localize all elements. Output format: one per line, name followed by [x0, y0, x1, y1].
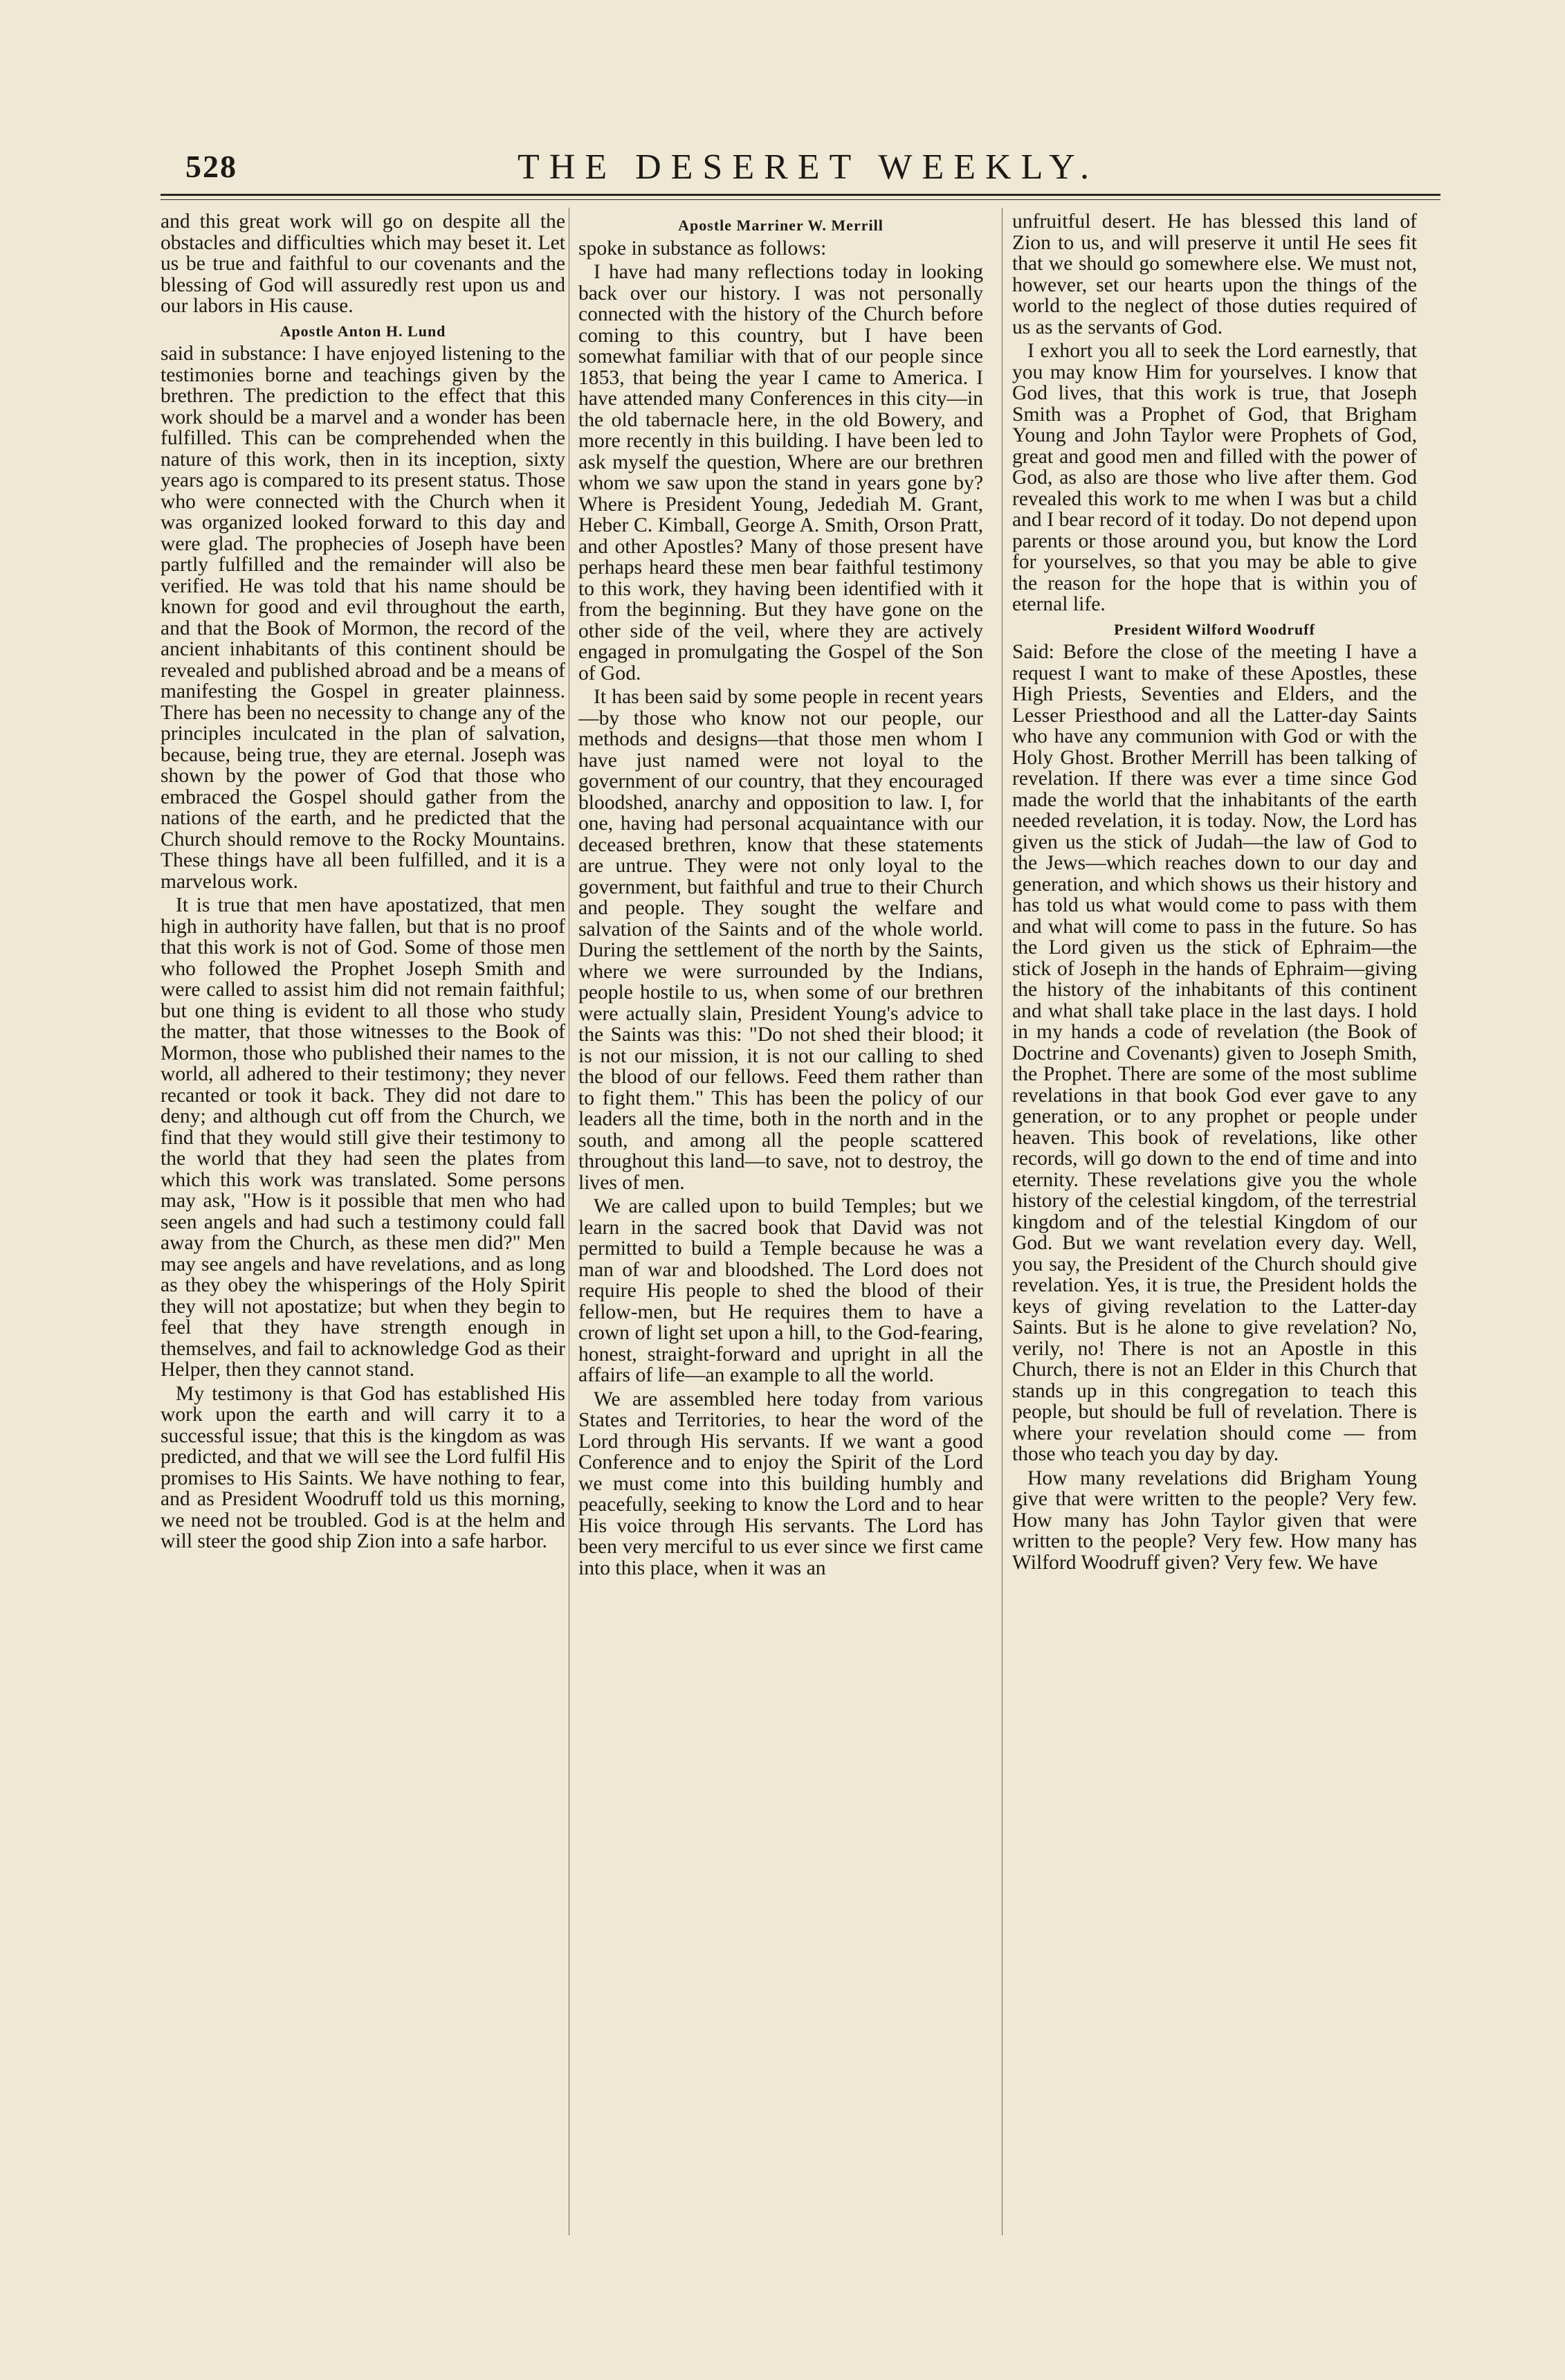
paragraph: We are called upon to build Temples; but we learn in the sacred book that David was not permitted to build a Temple because he was a man of war and bloodshed. The Lord does not require His people to shed the blood of their fellow-men, but He requires them to have a crown of light set upon a hill, to the God-fearing, honest, straight-forward and upright in all the affairs of life—an example to all the world. — [578, 1195, 983, 1386]
page-header — [185, 143, 1431, 198]
header-rule — [161, 194, 1440, 196]
paragraph: said in substance: I have enjoyed listening to the testimonies borne and teachings given by the brethren. The prediction to the effect that this work should be a marvel and a wonder has been fulfilled. This can be comprehended when the nature of this work, then in its inception, sixty years ago is compared to its present status. Those who were connected with the Church when it was organized looked forward to this day and were glad. The prophecies of Joseph have been partly fulfilled and the remainder will also be verified. He was told that his name should be known for good and evil throughout the earth, and that the Book of Mormon, the record of the ancient inhabitants of this continent should be revealed and published abroad and be a means of manifesting the Gospel in greater plainness. There has been no necessity to change any of the principles inculcated in the plan of salvation, because, being true, they are eternal. Joseph was shown by the power of God that those who embraced the Gospel should gather from the nations of the earth, and he predicted that the Church should remove to the Rocky Mountains. These things have all been fulfilled, and it is a marvelous work. — [161, 343, 565, 893]
paragraph: My testimony is that God has established His work upon the earth and will carry it to a successful issue; that this is the kingdom as was predicted, and that we will see the Lord fulfil His promises to His Saints. We have nothing to fear, and as President Woodruff told us this morning, we need not be troubled. God is at the helm and will steer the good ship Zion into a safe harbor. — [161, 1382, 565, 1552]
paragraph: It is true that men have apostatized, that men high in authority have fallen, but that is no proof that this work is not of God. Some of those men who followed the Prophet Joseph Smith and were called to assist him did not remain faithful; but one thing is evident to all those who study the matter, that those witnesses to the Book of Mormon, those who published their names to the world, all adhered to their testimony; they never recanted or took it back. They did not dare to deny; and although cut off from the Church, we find that they would still give their testimony to the world that they had seen the plates from which this work was translated. Some persons may ask, "How is it possible that men who had seen angels and had such a testimony could fall away from the Church, as these men did?" Men may see angels and have revelations, and as long as they obey the whisperings of the Holy Spirit they will not apostatize; but when they begin to feel that they have strength enough in themselves, and fail to acknowledge God as their Helper, then they cannot stand. — [161, 894, 565, 1381]
paragraph: spoke in substance as follows: — [578, 237, 827, 260]
paragraph: How many revelations did Brigham Young give that were written to the people? Very few. How many has John Taylor given that were written to the people? Very few. How many has Wilford Woodruff given? Very few. We have — [1012, 1466, 1417, 1574]
speaker-heading: President Wilford Woodruff — [1114, 620, 1315, 638]
column-divider — [1002, 208, 1003, 2235]
header-rule-thin — [161, 199, 1440, 200]
column-1 — [161, 211, 565, 2232]
page-number: 528 — [185, 149, 237, 184]
column-2 — [578, 211, 983, 2232]
column-3 — [1012, 211, 1417, 2232]
paragraph: I exhort you all to seek the Lord earnestly, that you may know Him for yourselves. I know that God lives, that this work is true, that Joseph Smith was a Prophet of God, that Brigham Young and John Taylor were Prophets of God, great and good men and filled with the power of God, as also are those who live after them. God revealed this work to me when I was but a child and I bear record of it today. Do not depend upon parents or those around you, but know the Lord for yourselves, so that you may be able to give the reason for the hope that is within you of eternal life. — [1012, 340, 1417, 615]
paragraph: We are assembled here today from various States and Territories, to hear the word of the Lord through His servants. If we want a good Conference and to enjoy the Spirit of the Lord we must come into this building humbly and peacefully, seeking to know the Lord and to hear His voice through His servants. The Lord has been very merciful to us ever since we first came into this place, when it was an — [578, 1388, 983, 1579]
paragraph: I have had many reflections today in looking back over our history. I was not personally connected with the history of the Church before coming to this country, but I have been somewhat familiar with that of our people since 1853, that being the year I came to America. I have attended many Conferences in this city—in the old tabernacle here, in the old Bowery, and more recently in this building. I have been led to ask myself the question, Where are our brethren whom we saw upon the stand in years gone by? Where is President Young, Jedediah M. Grant, Heber C. Kimball, George A. Smith, Orson Pratt, and other Apostles? Many of those present have perhaps heard these men bear faithful testimony to this work, they having been identified with it from the beginning. But they have gone on the other side of the veil, where they are actively engaged in promulgating the Gospel of the Son of God. — [578, 261, 983, 684]
paragraph: Said: Before the close of the meeting I have a request I want to make of these Apostles, these High Priests, Seventies and Elders, and the Lesser Priesthood and all the Latter-day Saints who have any communion with God or with the Holy Ghost. Brother Merrill has been talking of revelation. If there was ever a time since God made the world that the inhabitants of the earth needed revelation, it is today. Now, the Lord has given us the stick of Judah—the law of God to the Jews—which reaches down to our day and generation, and which shows us their history and has told us what would come to pass with them and what will come to pass in the future. So has the Lord given us the stick of Ephraim—the stick of Joseph in the hands of Ephraim—giving the history of the inhabitants of this continent and what shall take place in the last days. I hold in my hands a code of revelation (the Book of Doctrine and Covenants) given to Joseph Smith, the Prophet. There are some of the most sublime revelations in that book God ever gave to any generation, or to any prophet or people under heaven. This book of revelations, like other records, will go down to the end of time and into eternity. These revelations give you the whole history of the celestial kingdom, of the terrestrial kingdom and of the telestial Kingdom of our God. But we want revelation every day. Well, you say, the President of the Church should give revelation. Yes, it is true, the President holds the keys of giving revelation to the Latter-day Saints. But is he alone to give revelation? No, verily, no! There is not an Apostle in this Church, there is not an Elder in this Church that stands up in this congregation to teach this people, but should be full of revelation. There is where your revelation should come — from those who teach you day by day. — [1012, 641, 1417, 1465]
paragraph: It has been said by some people in recent years—by those who know not our people, our methods and designs—that those men whom I have just named were not loyal to the government of our country, that they encouraged bloodshed, anarchy and opposition to law. I, for one, having had personal acquaintance with our deceased brethren, know that these statements are untrue. They were not only loyal to the government, but faithful and true to their Church and people. They sought the welfare and salvation of the Saints and of the whole world. During the settlement of the north by the Saints, where we were surrounded by the Indians, people hostile to us, when some of our brethren were actually slain, President Young's advice to the Saints was this: "Do not shed their blood; it is not our mission, it is not our calling to shed the blood of our fellows. Feed them rather than to fight them." This has been the policy of our leaders all the time, both in the north and in the south, and among all the people scattered throughout this land—to save, not to destroy, the lives of men. — [578, 686, 983, 1194]
publication-title: THE DESERET WEEKLY. — [518, 147, 1099, 187]
speaker-heading: Apostle Anton H. Lund — [280, 322, 446, 340]
speaker-heading: Apostle Marriner W. Merrill — [678, 217, 884, 234]
paragraph: and this great work will go on despite all the obstacles and difficulties which may beset it. Let us be true and faithful to our covenants and the blessing of God will assuredly rest upon us and our labors in His cause. — [161, 211, 565, 317]
paragraph: unfruitful desert. He has blessed this land of Zion to us, and will preserve it until He sees fit that we should go somewhere else. We must not, however, set our hearts upon the things of the world to the neglect of those duties required of us as the servants of God. — [1012, 211, 1417, 338]
